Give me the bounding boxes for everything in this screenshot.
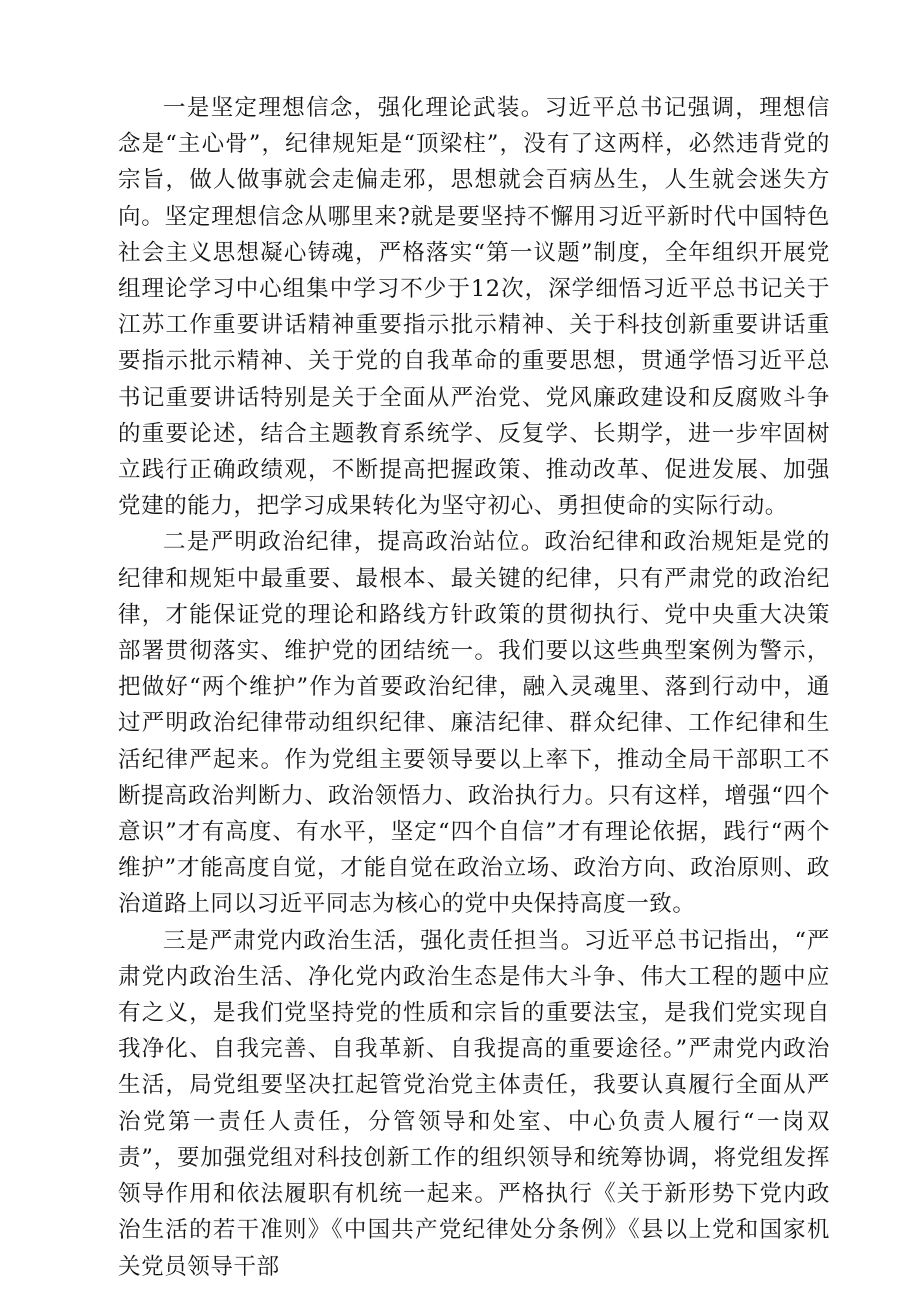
document-body <box>118 90 830 1285</box>
paragraph-3: 三是严肃党内政治生活，强化责任担当。习近平总书记指出，“严肃党内政治生活、净化党内政治生态是伟大斗争、伟大工程的题中应有之义，是我们党坚持党的性质和宗旨的重要法宝，是我们党实现自我净化、自我完善、自我革新、自我提高的重要途径。”严肃党内政治生活，局党组要坚决扛起管党治党主体责任，我要认真履行全面从严治党第一责任人责任，分管领导和处室、中心负责人履行“一岗双责”，要加强党组对科技创新工作的组织领导和统筹协调，将党组发挥领导作用和依法履职有机统一起来。严格执行《关于新形势下党内政治生活的若干准则》《中国共产党纪律处分条例》《县以上党和国家机关党员领导干部 <box>118 927 830 1280</box>
paragraph-1: 一是坚定理想信念，强化理论武装。习近平总书记强调，理想信念是“主心骨”，纪律规矩是“顶梁柱”，没有了这两样，必然违背党的宗旨，做人做事就会走偏走邪，思想就会百病丛生，人生就会迷失方向。坚定理想信念从哪里来?就是要坚持不懈用习近平新时代中国特色社会主义思想凝心铸魂，严格落实“第一议题”制度，全年组织开展党组理论学习中心组集中学习不少于12次，深学细悟习近平总书记关于江苏工作重要讲话精神重要指示批示精神、关于科技创新重要讲话重要指示批示精神、关于党的自我革命的重要思想，贯通学悟习近平总书记重要讲话特别是关于全面从严治党、党风廉政建设和反腐败斗争的重要论述，结合主题教育系统学、反复学、长期学，进一步牢固树立践行正确政绩观，不断提高把握政策、推动改革、促进发展、加强党建的能力，把学习成果转化为坚守初心、勇担使命的实际行动。 <box>118 95 830 520</box>
paragraph-2: 二是严明政治纪律，提高政治站位。政治纪律和政治规矩是党的纪律和规矩中最重要、最根本、最关键的纪律，只有严肃党的政治纪律，才能保证党的理论和路线方针政策的贯彻执行、党中央重大决策部署贯彻落实、维护党的团结统一。我们要以这些典型案例为警示，把做好“两个维护”作为首要政治纪律，融入灵魂里、落到行动中，通过严明政治纪律带动组织纪律、廉洁纪律、群众纪律、工作纪律和生活纪律严起来。作为党组主要领导要以上率下，推动全局干部职工不断提高政治判断力、政治领悟力、政治执行力。只有这样，增强“四个意识”才有高度、有水平，坚定“四个自信”才有理论依据，践行“两个维护”才能高度自觉，才能自觉在政治立场、政治方向、政治原则、政治道路上同以习近平同志为核心的党中央保持高度一致。 <box>118 529 830 918</box>
